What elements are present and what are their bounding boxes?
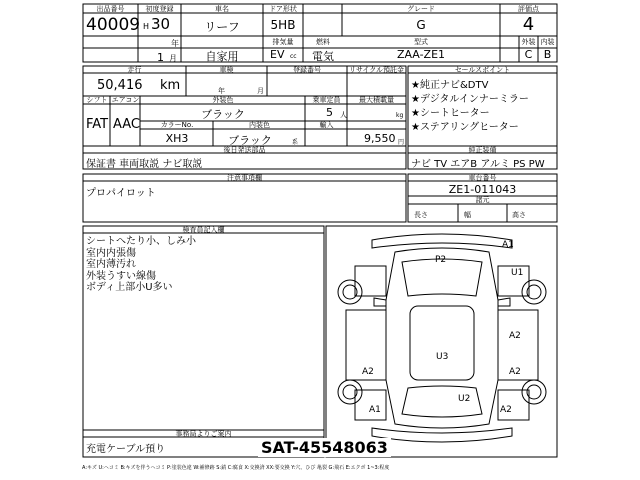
max-load-unit: kg xyxy=(396,112,404,119)
inspector-note: 室内薄汚れ xyxy=(86,259,136,270)
exterior-label: 外装 xyxy=(521,38,536,46)
fuel: 電気 xyxy=(312,50,334,63)
inspector-notes xyxy=(86,236,196,294)
sales-point: ★純正ナビ&DTV xyxy=(411,80,489,91)
recycle-fee: 9,550 xyxy=(364,132,396,145)
remarks: プロパイロット xyxy=(86,188,156,199)
color-no: XH3 xyxy=(165,132,189,145)
score: 4 xyxy=(522,14,535,35)
damage-mark: U2 xyxy=(458,394,471,404)
remarks-label: 注意事項欄 xyxy=(227,174,262,182)
ext-color: ブラック xyxy=(201,108,245,121)
aircon: AAC xyxy=(113,117,140,132)
mileage-label: 走行 xyxy=(127,66,142,74)
sales-points-label: セールスポイント xyxy=(454,66,511,74)
mileage: 50,416 xyxy=(97,78,143,93)
sales-points-list xyxy=(411,79,529,135)
inspector-note: 室内内張傷 xyxy=(86,247,136,259)
sales-point: ★ステアリングヒーター xyxy=(411,122,519,133)
int-color: ブラック xyxy=(228,134,272,147)
month-suffix: 月 xyxy=(169,54,177,63)
model: ZAA-ZE1 xyxy=(396,48,446,61)
car-name-label: 車名 xyxy=(215,5,229,13)
width-label: 幅 xyxy=(464,211,471,219)
int-color-suffix: 系 xyxy=(292,139,299,146)
exterior-grade: C xyxy=(524,48,533,61)
inspector-note: 外装うすい線傷 xyxy=(86,270,156,282)
grade-label: グレード xyxy=(407,5,435,13)
lot-no: 40009 xyxy=(86,15,141,35)
extra-equip-label: 後日発送部品 xyxy=(223,146,266,154)
car-name: リーフ xyxy=(204,20,240,34)
dims-label: 諸元 xyxy=(475,196,490,204)
inspector-note: シートへたり小、しみ小 xyxy=(86,236,196,247)
options-label: 純正装備 xyxy=(468,146,497,154)
doors: 5HB xyxy=(270,18,296,32)
inspection-year-unit: 年 xyxy=(218,87,225,95)
shift: FAT xyxy=(86,117,109,132)
options: ナビ TV エアB アルミ PS PW xyxy=(411,159,545,170)
damage-mark: A2 xyxy=(509,331,521,341)
damage-legend: A:キズ U:ヘコミ B:キズを伴うヘコミ P:塗装色違 W:補修跡 S:錆 C:腐食 X:交換済 XX:要交換 Y:穴、ひび 亀裂 G:飛石 E:エクボ 1~3:程度 xyxy=(82,465,390,471)
first-reg-label: 初度登録 xyxy=(145,5,174,13)
usage: 自家用 xyxy=(205,50,239,63)
sat-id: SAT-45548063 xyxy=(258,438,391,457)
doors-label: ドア形状 xyxy=(269,5,297,13)
displacement: EV xyxy=(270,48,285,61)
damage-mark: A2 xyxy=(500,405,512,415)
import-label: 輸入 xyxy=(319,121,334,129)
damage-mark: A1 xyxy=(369,405,381,415)
shift-label: シフト xyxy=(86,96,108,104)
height-label: 高さ xyxy=(512,211,526,219)
capacity: 5 xyxy=(326,106,333,119)
max-load-label: 最大積載量 xyxy=(359,96,394,104)
yen-unit: 円 xyxy=(398,139,405,146)
damage-mark: U1 xyxy=(511,268,524,278)
sales-point: ★シートヒーター xyxy=(411,108,490,119)
capacity-unit: 人 xyxy=(340,111,347,119)
equip-notes: 保証書 車両取説 ナビ取説 xyxy=(86,159,203,170)
office-label: 事務局よりご案内 xyxy=(175,430,232,438)
model-label: 型式 xyxy=(414,38,428,46)
capacity-label: 乗車定員 xyxy=(312,96,341,104)
aircon-label: エアコン xyxy=(111,96,140,104)
damage-mark: A2 xyxy=(362,367,374,377)
year-suffix: 年 xyxy=(171,39,179,48)
damage-mark: P2 xyxy=(435,255,447,265)
lot-no-label: 出品番号 xyxy=(96,5,125,13)
interior-label: 内装 xyxy=(540,38,555,46)
inspection-month-unit: 月 xyxy=(257,87,264,95)
chassis-no: ZE1-011043 xyxy=(448,183,517,196)
reg-no-label: 登録番号 xyxy=(293,66,321,74)
fuel-label: 燃料 xyxy=(316,38,330,46)
damage-mark: A1 xyxy=(502,240,514,250)
recycle-label: リサイクル預託金 xyxy=(348,66,405,74)
chassis-label: 車台番号 xyxy=(468,174,497,182)
grade: G xyxy=(416,18,426,32)
inspection-label: 車検 xyxy=(219,66,234,74)
month: 1 xyxy=(157,51,164,64)
inspector-label: 検査員記入欄 xyxy=(182,226,225,234)
length-label: 長さ xyxy=(414,211,428,219)
cc-unit: cc xyxy=(290,53,297,60)
damage-mark: A2 xyxy=(509,367,521,377)
color-no-label: カラーNo. xyxy=(160,121,194,129)
era: H xyxy=(143,22,150,31)
sales-point: ★デジタルインナーミラー xyxy=(411,94,529,105)
year: 30 xyxy=(151,15,171,33)
office-notes: 充電ケーブル預り xyxy=(86,444,166,455)
inspector-note: ボディ上部小U多い xyxy=(86,282,173,293)
ext-color-label: 外装色 xyxy=(212,96,234,104)
damage-mark: U3 xyxy=(436,352,449,362)
interior-grade: B xyxy=(543,48,552,61)
displacement-label: 排気量 xyxy=(272,38,294,46)
km-unit: km xyxy=(160,78,181,93)
score-label: 評価点 xyxy=(518,5,539,13)
int-color-label: 内装色 xyxy=(249,121,270,129)
